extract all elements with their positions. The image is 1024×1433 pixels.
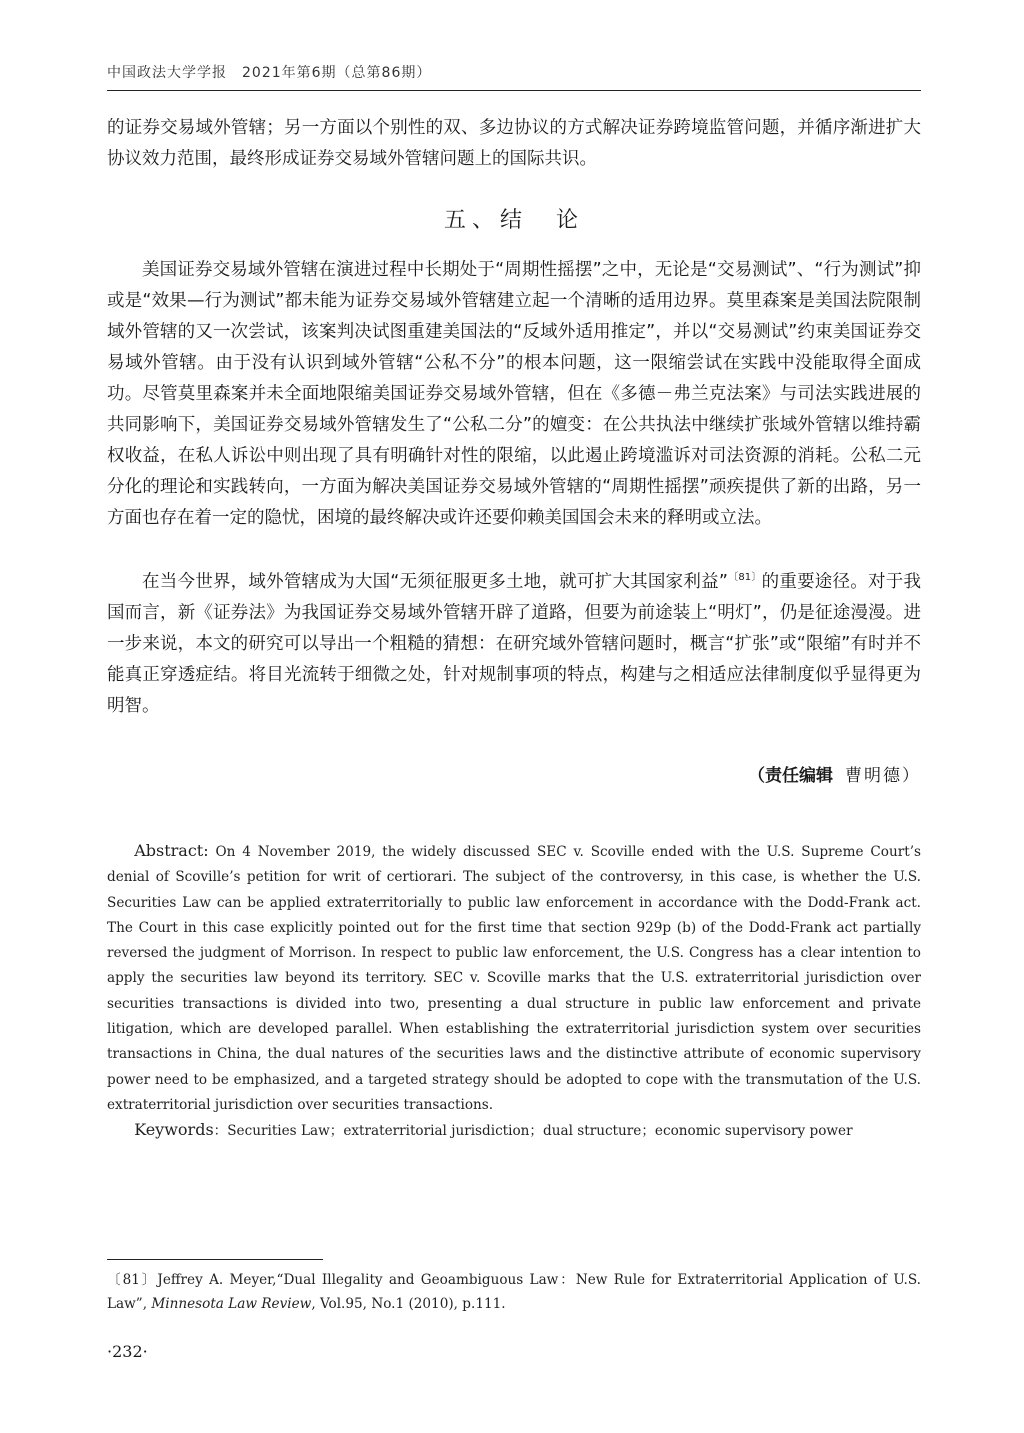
paragraph-2-text-b: 的重要途径。对于我国而言，新《证券法》为我国证券交易域外管辖开辟了道路，但要为前途装上“明灯”，仍是征途漫漫。进一步来说，本文的研究可以导出一个粗糙的猜想：在研究域外管辖问题时，概言“扩张”或“限缩”有时并不能真正穿透症结。将目光流转于细微之处，针对规制事项的特点，构建与之相适应法律制度似乎显得更为明智。 (107, 572, 921, 716)
footnote-text-b: , Vol.95, No.1 (2010), p.111. (311, 1296, 506, 1312)
section-title: 五、结 论 (443, 208, 584, 233)
running-header: 中国政法大学学报 2021年第6期（总第86期） (107, 65, 432, 81)
paragraph-2-text-a: 在当今世界，域外管辖成为大国“无须征服更多土地，就可扩大其国家利益” (142, 572, 728, 592)
abstract-label: Abstract: (134, 841, 209, 860)
footnote-rule (107, 1259, 323, 1260)
keywords-label: Keywords (134, 1120, 214, 1139)
keywords-text: ：Securities Law；extraterritorial jurisdiction；dual structure；economic supervisory power (213, 1123, 853, 1139)
page-number: ·232· (107, 1342, 148, 1361)
header-rule (107, 90, 921, 91)
responsible-editor (748, 761, 921, 786)
abstract-text: On 4 November 2019, the widely discussed SEC v. Scoville ended with the U.S. Supreme Court’s denial of Scoville’s petition for writ of certiorari. The subject of the controversy, in this case, is whether the U.S. Securities Law can be applied extraterritorially to public law enforcement in accordance with the Dodd-Frank act. The Court in this case explicitly pointed out for the first time that section 929p (b) of the Dodd-Frank act partially reversed the judgment of Morrison. In respect to public law enforcement, the U.S. Congress has a clear intention to apply the securities law beyond its territory. SEC v. Scoville marks that the U.S. extraterritorial jurisdiction over securities transactions is divided into two, presenting a dual structure in public law enforcement and private litigation, which are developed parallel. When establishing the extraterritorial jurisdiction system over securities transactions in China, the dual natures of the securities laws and the distinctive attribute of economic supervisory power need to be emphasized, and a targeted strategy should be adopted to cope with the transmutation of the U.S. extraterritorial jurisdiction over securities transactions. (107, 844, 921, 1113)
english-abstract (107, 838, 921, 1118)
footnote-81 (107, 1268, 921, 1316)
footnote-ref-81[interactable]: 〔81〕 (727, 572, 762, 584)
footnote-journal: Minnesota Law Review (151, 1296, 312, 1312)
intro-paragraph: 的证券交易域外管辖；另一方面以个别性的双、多边协议的方式解决证券跨境监管问题，并循序渐进扩大协议效力范围，最终形成证券交易域外管辖问题上的国际共识。 (107, 118, 921, 169)
footnote-text-a: 〔81〕Jeffrey A. Meyer,“Dual Illegality and Geoambiguous Law：New Rule for Extraterritorial Application of U.S. Law”, (107, 1272, 921, 1312)
editor-name: 曹明德） (845, 766, 921, 786)
conclusion-paragraph-1: 美国证券交易域外管辖在演进过程中长期处于“周期性摇摆”之中，无论是“交易测试”、“行为测试”抑或是“效果—行为测试”都未能为证券交易域外管辖建立起一个清晰的适用边界。莫里森案是美国法院限制域外管辖的又一次尝试，该案判决试图重建美国法的“反域外适用推定”，并以“交易测试”约束美国证券交易域外管辖。由于没有认识到域外管辖“公私不分”的根本问题，这一限缩尝试在实践中没能取得全面成功。尽管莫里森案并未全面地限缩美国证券交易域外管辖，但在《多德－弗兰克法案》与司法实践进展的共同影响下，美国证券交易域外管辖发生了“公私二分”的嬗变：在公共执法中继续扩张域外管辖以维持霸权收益，在私人诉讼中则出现了具有明确针对性的限缩，以此遏止跨境滥诉对司法资源的消耗。公私二元分化的理论和实践转向，一方面为解决美国证券交易域外管辖的“周期性摇摆”顽疾提供了新的出路，另一方面也存在着一定的隐忧，困境的最终解决或许还要仰赖美国国会未来的释明或立法。 (107, 260, 921, 528)
editor-label: （责任编辑 (748, 766, 833, 786)
conclusion-paragraph-2 (107, 567, 921, 722)
english-keywords (107, 1117, 921, 1144)
